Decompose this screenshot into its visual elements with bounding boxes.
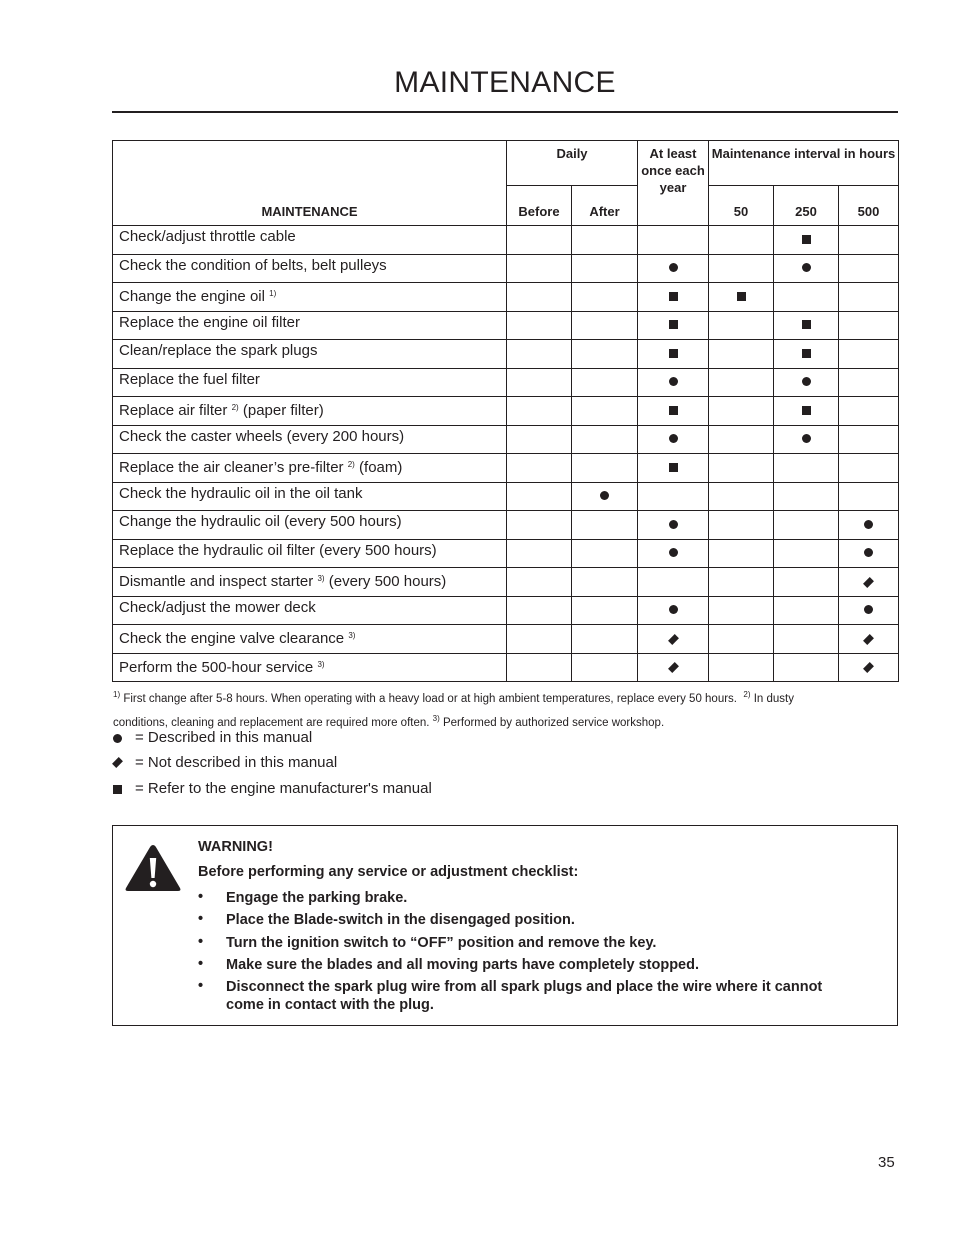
maintenance-schedule-table xyxy=(112,140,899,682)
table-row xyxy=(113,226,899,255)
cell-250-hours xyxy=(774,596,839,625)
cell-50-hours xyxy=(709,482,774,511)
circle-icon xyxy=(864,605,873,614)
cell-500-hours xyxy=(839,539,899,568)
warning-bullet: • xyxy=(198,956,204,972)
diamond-icon xyxy=(863,662,874,673)
table-row xyxy=(113,254,899,283)
square-icon xyxy=(669,406,678,415)
cell-500-hours xyxy=(839,226,899,255)
page-number: 35 xyxy=(878,1154,895,1171)
square-icon xyxy=(669,349,678,358)
task-name: Replace the fuel filter xyxy=(119,370,260,388)
table-row xyxy=(113,283,899,312)
task-name: Dismantle and inspect starter xyxy=(119,573,314,590)
cell-daily-after xyxy=(572,454,638,483)
footnote-line-1 xyxy=(113,685,903,709)
cell-once-a-year xyxy=(638,625,709,654)
cell-50-hours xyxy=(709,653,774,682)
cell-once-a-year xyxy=(638,511,709,540)
cell-500-hours xyxy=(839,625,899,654)
warning-box xyxy=(112,825,898,1026)
cell-daily-after xyxy=(572,625,638,654)
cell-once-a-year xyxy=(638,368,709,397)
cell-250-hours xyxy=(774,226,839,255)
table-row xyxy=(113,482,899,511)
square-icon xyxy=(802,349,811,358)
cell-500-hours xyxy=(839,596,899,625)
cell-50-hours xyxy=(709,397,774,426)
task-cell xyxy=(113,539,507,568)
header-500-hours: 500 xyxy=(839,186,899,226)
warning-item: Turn the ignition switch to “OFF” position and remove the key. xyxy=(226,935,657,951)
task-cell xyxy=(113,568,507,597)
header-50-hours: 50 xyxy=(709,186,774,226)
cell-500-hours xyxy=(839,653,899,682)
cell-daily-after xyxy=(572,368,638,397)
diamond-icon xyxy=(863,634,874,645)
header-after: After xyxy=(572,186,638,226)
cell-50-hours xyxy=(709,511,774,540)
circle-icon xyxy=(802,377,811,386)
circle-icon xyxy=(669,377,678,386)
task-name: Check/adjust the mower deck xyxy=(119,598,316,616)
table-row xyxy=(113,454,899,483)
task-name: Perform the 500-hour service xyxy=(119,658,314,676)
task-footnote-marker: 2) xyxy=(347,460,355,469)
square-icon xyxy=(802,406,811,415)
table-row xyxy=(113,625,899,654)
circle-icon xyxy=(600,491,609,500)
square-icon xyxy=(669,292,678,301)
cell-daily-before xyxy=(507,311,572,340)
title-divider xyxy=(112,111,898,113)
square-icon xyxy=(669,463,678,472)
cell-once-a-year xyxy=(638,397,709,426)
diamond-icon xyxy=(112,757,123,768)
circle-icon xyxy=(669,605,678,614)
task-cell xyxy=(113,340,507,369)
circle-icon xyxy=(864,520,873,529)
cell-500-hours xyxy=(839,454,899,483)
warning-bullet: • xyxy=(198,978,204,994)
cell-once-a-year xyxy=(638,482,709,511)
footnote-2-end: conditions, cleaning and replacement are required more often. xyxy=(113,717,430,729)
cell-500-hours xyxy=(839,482,899,511)
cell-500-hours xyxy=(839,397,899,426)
cell-daily-after xyxy=(572,539,638,568)
cell-once-a-year xyxy=(638,454,709,483)
cell-daily-before xyxy=(507,482,572,511)
cell-once-a-year xyxy=(638,283,709,312)
circle-icon xyxy=(669,520,678,529)
cell-250-hours xyxy=(774,454,839,483)
warning-item: Disconnect the spark plug wire from all spark plugs and place the wire where it cannot come in contact with the plug. xyxy=(226,979,823,1013)
diamond-icon xyxy=(668,662,679,673)
cell-250-hours xyxy=(774,482,839,511)
cell-250-hours xyxy=(774,539,839,568)
cell-daily-after xyxy=(572,653,638,682)
cell-daily-after xyxy=(572,283,638,312)
cell-once-a-year xyxy=(638,653,709,682)
task-cell xyxy=(113,625,507,654)
cell-daily-before xyxy=(507,454,572,483)
table-row xyxy=(113,539,899,568)
circle-icon xyxy=(802,434,811,443)
task-cell xyxy=(113,311,507,340)
cell-daily-after xyxy=(572,568,638,597)
header-maintenance: MAINTENANCE xyxy=(113,141,507,226)
cell-50-hours xyxy=(709,283,774,312)
task-cell xyxy=(113,226,507,255)
square-icon xyxy=(737,292,746,301)
cell-daily-after xyxy=(572,254,638,283)
cell-500-hours xyxy=(839,254,899,283)
cell-daily-before xyxy=(507,511,572,540)
cell-daily-after xyxy=(572,340,638,369)
task-cell xyxy=(113,368,507,397)
page-title: MAINTENANCE xyxy=(394,66,616,99)
table-row xyxy=(113,340,899,369)
cell-daily-before xyxy=(507,254,572,283)
cell-daily-after xyxy=(572,311,638,340)
cell-daily-after xyxy=(572,425,638,454)
table-row xyxy=(113,596,899,625)
diamond-icon xyxy=(668,634,679,645)
table-row xyxy=(113,425,899,454)
warning-item: Engage the parking brake. xyxy=(226,890,408,906)
task-name: Check the engine valve clearance xyxy=(119,630,345,647)
schedule-body xyxy=(113,226,899,682)
task-name: Check the hydraulic oil in the oil tank xyxy=(119,484,363,502)
cell-250-hours xyxy=(774,425,839,454)
task-name-suffix: (paper filter) xyxy=(242,402,324,419)
table-row xyxy=(113,511,899,540)
cell-once-a-year xyxy=(638,340,709,369)
cell-250-hours xyxy=(774,397,839,426)
cell-daily-before xyxy=(507,653,572,682)
cell-daily-after xyxy=(572,397,638,426)
cell-daily-before xyxy=(507,425,572,454)
cell-daily-after xyxy=(572,226,638,255)
cell-50-hours xyxy=(709,568,774,597)
cell-daily-before xyxy=(507,283,572,312)
cell-250-hours xyxy=(774,568,839,597)
footnote-3-marker: 3) xyxy=(432,714,440,723)
square-icon xyxy=(669,320,678,329)
task-cell xyxy=(113,482,507,511)
circle-icon xyxy=(802,263,811,272)
header-daily: Daily xyxy=(507,141,638,186)
cell-daily-after xyxy=(572,482,638,511)
cell-once-a-year xyxy=(638,539,709,568)
cell-250-hours xyxy=(774,625,839,654)
cell-daily-before xyxy=(507,625,572,654)
cell-250-hours xyxy=(774,511,839,540)
task-cell xyxy=(113,283,507,312)
header-interval: Maintenance interval in hours xyxy=(709,141,899,186)
task-cell xyxy=(113,596,507,625)
cell-50-hours xyxy=(709,340,774,369)
cell-50-hours xyxy=(709,596,774,625)
legend-circle-text: = Described in this manual xyxy=(135,729,313,746)
cell-500-hours xyxy=(839,568,899,597)
task-cell xyxy=(113,254,507,283)
cell-once-a-year xyxy=(638,596,709,625)
circle-icon xyxy=(669,434,678,443)
cell-50-hours xyxy=(709,368,774,397)
task-footnote-marker: 3) xyxy=(317,659,325,669)
header-once-a-year: At least once each year xyxy=(638,141,709,226)
cell-once-a-year xyxy=(638,254,709,283)
header-250-hours: 250 xyxy=(774,186,839,226)
cell-once-a-year xyxy=(638,226,709,255)
task-footnote-marker: 1) xyxy=(269,289,277,298)
table-row xyxy=(113,311,899,340)
circle-icon xyxy=(669,548,678,557)
warning-bullet: • xyxy=(198,911,204,927)
footnote-3: Performed by authorized service workshop. xyxy=(442,717,665,729)
cell-once-a-year xyxy=(638,425,709,454)
warning-item: Make sure the blades and all moving parts have completely stopped. xyxy=(226,957,699,973)
warning-title: WARNING! xyxy=(198,839,273,855)
task-cell xyxy=(113,397,507,426)
warning-triangle-icon xyxy=(123,842,183,894)
cell-500-hours xyxy=(839,283,899,312)
table-row xyxy=(113,653,899,682)
diamond-icon xyxy=(863,577,874,588)
square-icon xyxy=(802,235,811,244)
footnotes xyxy=(113,685,903,733)
cell-250-hours xyxy=(774,653,839,682)
table-row xyxy=(113,397,899,426)
warning-bullet: • xyxy=(198,889,204,905)
cell-once-a-year xyxy=(638,311,709,340)
table-row xyxy=(113,568,899,597)
task-name-suffix: (foam) xyxy=(359,459,403,476)
footnote-1-marker: 1) xyxy=(113,690,121,699)
cell-daily-after xyxy=(572,596,638,625)
task-name: Replace the hydraulic oil filter (every 500 hours) xyxy=(119,541,437,559)
cell-250-hours xyxy=(774,340,839,369)
task-footnote-marker: 2) xyxy=(231,403,239,412)
cell-250-hours xyxy=(774,368,839,397)
task-name-suffix: (every 500 hours) xyxy=(328,573,447,590)
cell-50-hours xyxy=(709,454,774,483)
cell-500-hours xyxy=(839,368,899,397)
footnote-2-start: In dusty xyxy=(753,693,794,705)
cell-daily-before xyxy=(507,539,572,568)
legend-diamond-text: = Not described in this manual xyxy=(135,754,338,771)
task-name: Replace air filter xyxy=(119,402,228,419)
cell-daily-before xyxy=(507,568,572,597)
warning-item: Place the Blade-switch in the disengaged position. xyxy=(226,912,575,928)
cell-50-hours xyxy=(709,425,774,454)
task-cell xyxy=(113,454,507,483)
task-cell xyxy=(113,653,507,682)
circle-icon xyxy=(864,548,873,557)
cell-once-a-year xyxy=(638,568,709,597)
cell-daily-before xyxy=(507,368,572,397)
cell-250-hours xyxy=(774,283,839,312)
task-name: Check the caster wheels (every 200 hours) xyxy=(119,427,405,445)
cell-250-hours xyxy=(774,254,839,283)
task-name: Change the engine oil xyxy=(119,288,265,305)
cell-daily-after xyxy=(572,511,638,540)
cell-50-hours xyxy=(709,226,774,255)
task-cell xyxy=(113,425,507,454)
cell-50-hours xyxy=(709,625,774,654)
warning-bullet: • xyxy=(198,934,204,950)
task-name: Replace the engine oil filter xyxy=(119,313,300,331)
cell-500-hours xyxy=(839,311,899,340)
table-row xyxy=(113,368,899,397)
task-cell xyxy=(113,511,507,540)
cell-50-hours xyxy=(709,254,774,283)
square-icon xyxy=(802,320,811,329)
circle-icon xyxy=(113,734,122,743)
cell-500-hours xyxy=(839,425,899,454)
cell-daily-before xyxy=(507,596,572,625)
task-name: Change the hydraulic oil (every 500 hours) xyxy=(119,513,402,530)
cell-500-hours xyxy=(839,340,899,369)
footnote-1: First change after 5-8 hours. When operating with a heavy load or at high ambient temperatures, replace every 50 hours. xyxy=(123,693,737,705)
legend-square-text: = Refer to the engine manufacturer's manual xyxy=(135,780,432,797)
task-name: Check the condition of belts, belt pulleys xyxy=(119,256,387,274)
cell-daily-before xyxy=(507,340,572,369)
cell-daily-before xyxy=(507,226,572,255)
cell-daily-before xyxy=(507,397,572,426)
cell-250-hours xyxy=(774,311,839,340)
task-footnote-marker: 3) xyxy=(317,574,325,583)
warning-intro: Before performing any service or adjustment checklist: xyxy=(198,864,579,880)
task-name: Clean/replace the spark plugs xyxy=(119,342,318,359)
cell-50-hours xyxy=(709,311,774,340)
footnote-2-marker: 2) xyxy=(743,690,751,699)
task-footnote-marker: 3) xyxy=(348,631,356,640)
task-name: Check/adjust throttle cable xyxy=(119,228,296,245)
cell-500-hours xyxy=(839,511,899,540)
square-icon xyxy=(113,785,122,794)
header-before: Before xyxy=(507,186,572,226)
task-name: Replace the air cleaner’s pre-filter xyxy=(119,459,344,476)
cell-50-hours xyxy=(709,539,774,568)
circle-icon xyxy=(669,263,678,272)
